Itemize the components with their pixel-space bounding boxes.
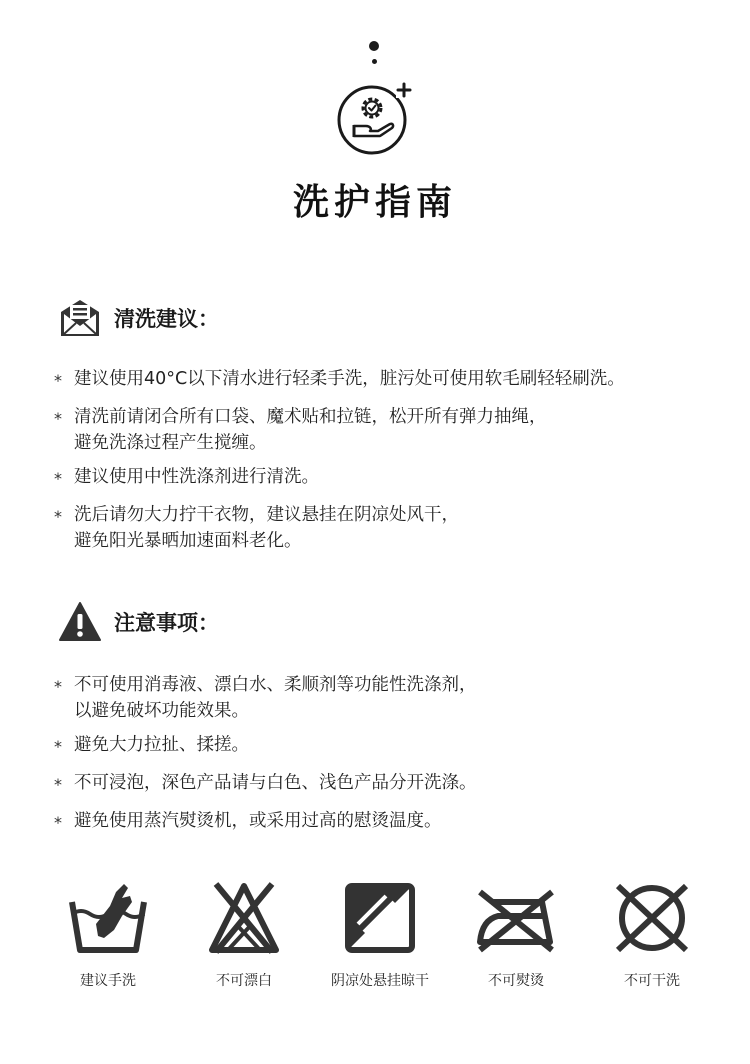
bullet-star: * — [54, 677, 62, 696]
tip-text: 建议使用40°C以下清水进行轻柔手洗，脏污处可使用软毛刷轻轻刷洗。 — [74, 369, 625, 389]
list-item — [54, 404, 730, 456]
tip-text: 避免阳光暴晒加速面料老化。 — [74, 531, 302, 551]
bullet-star: * — [54, 507, 62, 526]
bullet-star: * — [54, 409, 62, 428]
decor-dot-small — [372, 59, 377, 64]
care-symbol-no-iron — [448, 880, 584, 990]
cleaning-tips-list — [54, 366, 730, 562]
care-symbol-label: 建议手洗 — [80, 973, 136, 989]
list-item — [54, 770, 730, 800]
tip-text: 不可浸泡，深色产品请与白色、浅色产品分开洗涤。 — [74, 773, 477, 793]
care-symbol-line-dry-shade — [312, 880, 448, 990]
no-iron-icon — [474, 880, 558, 956]
tip-text: 不可使用消毒液、漂白水、柔顺剂等功能性洗涤剂， — [74, 675, 477, 695]
tip-text: 避免洗涤过程产生搅缠。 — [74, 433, 267, 453]
list-item — [54, 808, 730, 838]
section-header-precautions — [58, 600, 219, 644]
tip-text: 以避免破坏功能效果。 — [74, 701, 249, 721]
tip-text: 避免大力拉扯、揉搓。 — [74, 735, 249, 755]
care-symbol-hand-wash — [40, 880, 176, 990]
envelope-icon — [58, 296, 102, 340]
bullet-star: * — [54, 813, 62, 832]
care-guide-logo-icon — [334, 78, 416, 156]
care-symbol-no-dry-clean — [584, 880, 720, 990]
care-symbols-row — [40, 880, 720, 990]
bullet-star: * — [54, 371, 62, 390]
decor-dot — [369, 41, 379, 51]
tip-text: 清洗前请闭合所有口袋、魔术贴和拉链，松开所有弹力抽绳， — [74, 407, 547, 427]
list-item — [54, 502, 730, 554]
tip-text: 建议使用中性洗涤剂进行清洗。 — [74, 467, 319, 487]
bullet-star: * — [54, 775, 62, 794]
care-symbol-label: 不可干洗 — [624, 973, 680, 989]
care-symbol-no-bleach — [176, 880, 312, 990]
page-title: 洗护指南 — [292, 182, 457, 223]
list-item — [54, 366, 730, 396]
care-symbol-label: 不可熨烫 — [488, 973, 544, 989]
line-dry-shade-icon — [338, 880, 422, 956]
warning-icon — [58, 600, 102, 644]
care-symbol-label: 阴凉处悬挂晾干 — [331, 973, 429, 989]
tip-text: 避免使用蒸汽熨烫机，或采用过高的慰烫温度。 — [74, 811, 442, 831]
section-title-precautions: 注意事项： — [114, 611, 219, 635]
bullet-star: * — [54, 737, 62, 756]
bullet-star: * — [54, 469, 62, 488]
list-item — [54, 464, 730, 494]
precautions-list — [54, 672, 730, 846]
section-title-cleaning: 清洗建议： — [114, 307, 219, 331]
care-symbol-label: 不可漂白 — [216, 973, 272, 989]
tip-text: 洗后请勿大力拧干衣物，建议悬挂在阴凉处风干， — [74, 505, 459, 525]
no-bleach-icon — [202, 880, 286, 956]
hand-wash-icon — [66, 880, 150, 956]
list-item — [54, 732, 730, 762]
list-item — [54, 672, 730, 724]
no-dry-clean-icon — [610, 880, 694, 956]
section-header-cleaning — [58, 296, 219, 340]
